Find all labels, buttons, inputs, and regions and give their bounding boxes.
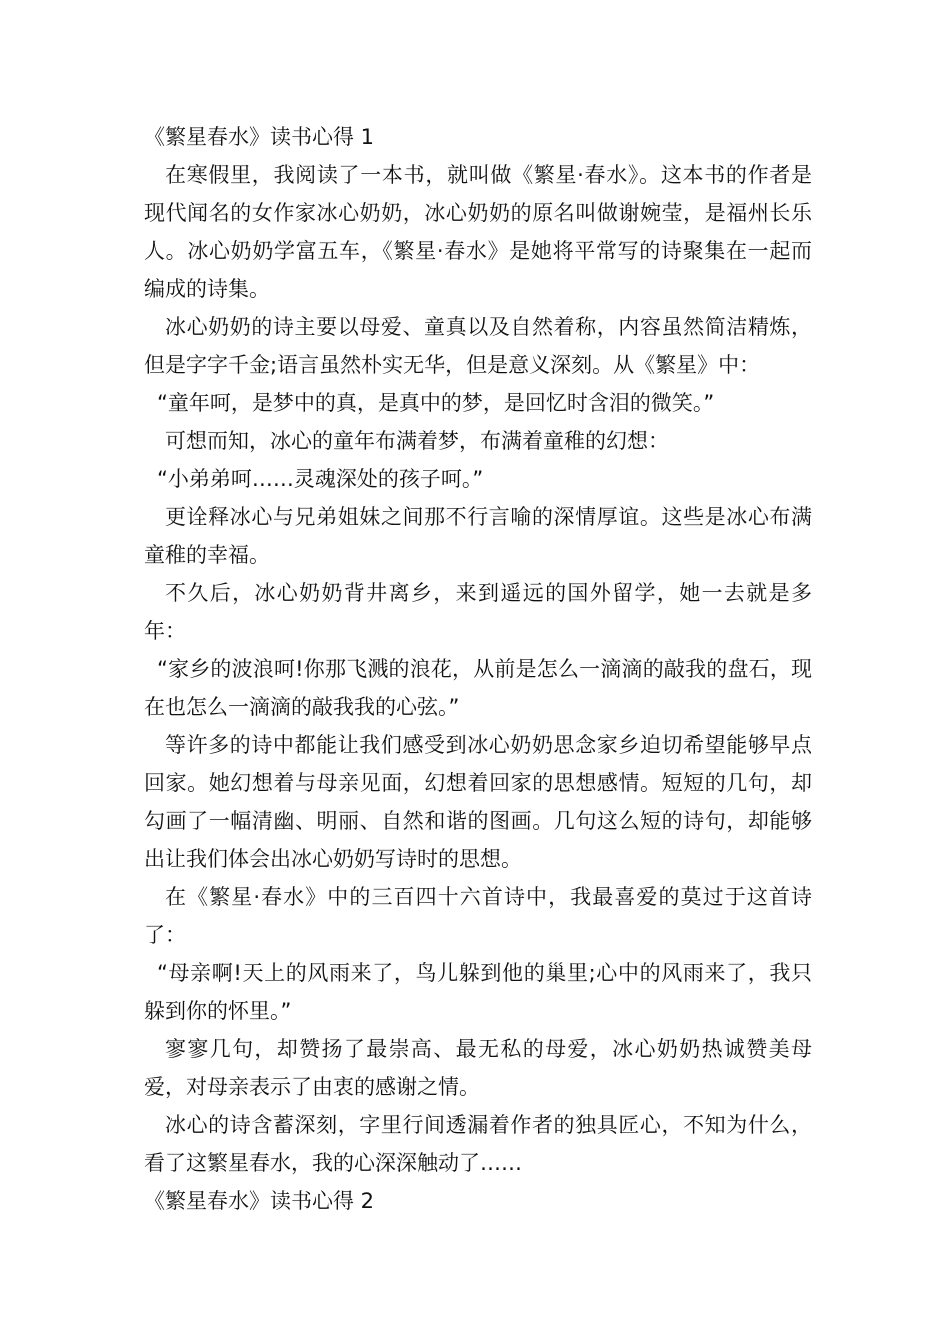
- paragraph-style: 冰心奶奶的诗主要以母爱、童真以及自然着称，内容虽然简洁精炼，但是字字千金;语言虽然朴实无华，但是意义深刻。从《繁星》中：: [144, 315, 812, 377]
- quote-mother: “母亲啊!天上的风雨来了，鸟儿躲到他的巢里;心中的风雨来了，我只躲到你的怀里。”: [144, 961, 812, 1023]
- paragraph-favorite: 在《繁星·春水》中的三百四十六首诗中，我最喜爱的莫过于这首诗了：: [144, 885, 812, 947]
- paragraph-mother-love: 寥寥几句，却赞扬了最崇高、最无私的母爱，冰心奶奶热诚赞美母爱，对母亲表示了由衷的感谢之情。: [144, 1037, 812, 1099]
- paragraph-abroad: 不久后，冰心奶奶背井离乡，来到遥远的国外留学，她一去就是多年：: [144, 581, 812, 643]
- paragraph-homesick: 等许多的诗中都能让我们感受到冰心奶奶思念家乡迫切希望能够早点回家。她幻想着与母亲见面，幻想着回家的思想感情。短短的几句，却勾画了一幅清幽、明丽、自然和谐的图画。几句这么短的诗句，却能够出让我们体会出冰心奶奶写诗时的思想。: [144, 733, 812, 871]
- paragraph-conclusion: 冰心的诗含蓄深刻，字里行间透漏着作者的独具匠心，不知为什么，看了这繁星春水，我的心深深触动了……: [144, 1113, 812, 1175]
- essay-heading-2: 《繁星春水》读书心得 2: [144, 1189, 375, 1213]
- essay-heading-1: 《繁星春水》读书心得 1: [144, 125, 375, 149]
- paragraph-childhood: 可想而知，冰心的童年布满着梦，布满着童稚的幻想：: [165, 429, 669, 453]
- document-body: [144, 118, 812, 1220]
- quote-childhood: “童年呵，是梦中的真，是真中的梦，是回忆时含泪的微笑。”: [157, 391, 715, 415]
- quote-little-brother: “小弟弟呵……灵魂深处的孩子呵。”: [157, 467, 484, 491]
- quote-hometown-waves: “家乡的波浪呵!你那飞溅的浪花，从前是怎么一滴滴的敲我的盘石，现在也怎么一滴滴的敲我我的心弦。”: [144, 657, 812, 719]
- paragraph-siblings: 更诠释冰心与兄弟姐妹之间那不行言喻的深情厚谊。这些是冰心布满童稚的幸福。: [144, 505, 812, 567]
- paragraph-intro: 在寒假里，我阅读了一本书，就叫做《繁星·春水》。这本书的作者是现代闻名的女作家冰心奶奶，冰心奶奶的原名叫做谢婉莹，是福州长乐人。冰心奶奶学富五车，《繁星·春水》是她将平常写的诗聚集在一起而编成的诗集。: [144, 163, 812, 301]
